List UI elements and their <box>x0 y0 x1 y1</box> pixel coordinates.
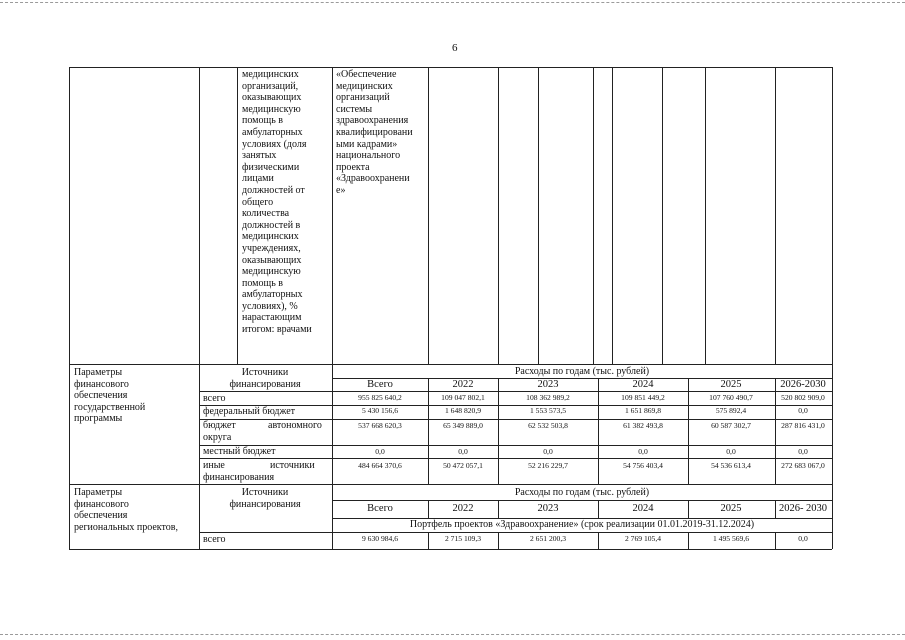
column-header: Всего <box>367 503 393 514</box>
row-source-part: округа <box>203 432 232 443</box>
cell-value: 272 683 067,0 <box>781 461 825 470</box>
cell-value: 62 532 503,8 <box>528 421 568 430</box>
section2-sources-header: Источники финансирования <box>229 487 301 510</box>
cell-value: 0,0 <box>543 447 553 456</box>
cell-value: 52 216 229,7 <box>528 461 568 470</box>
section2-expenses-header: Расходы по годам (тыс. рублей) <box>514 487 650 498</box>
cell-value: 5 430 156,6 <box>361 406 399 415</box>
column-header: 2024 <box>632 503 654 514</box>
cell-value: 109 851 449,2 <box>621 393 665 402</box>
cell-value: 1 651 869,8 <box>624 406 662 415</box>
cell-value: 287 816 431,0 <box>781 421 825 430</box>
cell-value: 1 553 573,5 <box>529 406 567 415</box>
section1-label: Параметры финансового обеспечения государственной программы <box>74 367 146 425</box>
row-source: всего <box>203 534 226 545</box>
indicator-text: медицинских организаций, оказывающих медицинскую помощь в амбулаторных условиях (доля занятых физическими лицами должностей от общего количества должностей в медицинских учреждениях, оказывающих медицинскую помощь в амбулаторных условиях), % нарастающим итогом: врачами <box>242 69 312 336</box>
cell-value: 1 495 569,6 <box>712 534 750 543</box>
page-top-edge <box>0 2 905 3</box>
row-source-part: иные <box>203 460 225 471</box>
column-header: 2025 <box>720 379 742 390</box>
row-source: федеральный бюджет <box>203 406 296 417</box>
cell-value: 520 802 909,0 <box>781 393 825 402</box>
cell-value: 108 362 989,2 <box>526 393 570 402</box>
column-header: 2022 <box>452 503 474 514</box>
cell-value: 9 630 984,6 <box>361 534 399 543</box>
row-source-part: источники <box>270 460 315 471</box>
row-source: местный бюджет <box>203 446 276 457</box>
cell-value: 54 536 613,4 <box>711 461 751 470</box>
cell-value: 109 047 802,1 <box>441 393 485 402</box>
row-source-part: финансирования <box>203 472 275 483</box>
cell-value: 2 769 105,4 <box>624 534 662 543</box>
column-header: 2024 <box>632 379 654 390</box>
column-header: 2025 <box>720 503 742 514</box>
cell-value: 65 349 889,0 <box>443 421 483 430</box>
project-text: «Обеспечение медицинских организаций системы здравоохранения квалифицировани ыми кадрами» национального проекта «Здравоохранени е» <box>336 69 413 196</box>
page-bottom-edge <box>0 634 905 635</box>
column-header: 2023 <box>537 379 559 390</box>
column-header: 2022 <box>452 379 474 390</box>
cell-value: 61 382 493,8 <box>623 421 663 430</box>
cell-value: 50 472 057,1 <box>443 461 483 470</box>
cell-value: 0,0 <box>458 447 468 456</box>
cell-value: 537 668 620,3 <box>358 421 402 430</box>
column-header: 2026-2030 <box>780 379 826 390</box>
section1-sources-header: Источники финансирования <box>229 367 301 390</box>
cell-value: 54 756 403,4 <box>623 461 663 470</box>
cell-value: 0,0 <box>798 406 808 415</box>
cell-value: 60 587 302,7 <box>711 421 751 430</box>
portfolio-title: Портфель проектов «Здравоохранение» (срок реализации 01.01.2019-31.12.2024) <box>409 519 755 530</box>
cell-value: 0,0 <box>375 447 385 456</box>
section2-label: Параметры финансового обеспечения региональных проектов, <box>74 487 178 533</box>
column-header: Всего <box>367 379 393 390</box>
cell-value: 2 651 200,3 <box>529 534 567 543</box>
row-source: всего <box>203 393 226 404</box>
cell-value: 0,0 <box>798 534 808 543</box>
cell-value: 0,0 <box>798 447 808 456</box>
cell-value: 484 664 370,6 <box>358 461 402 470</box>
section1-expenses-header: Расходы по годам (тыс. рублей) <box>514 366 650 377</box>
cell-value: 0,0 <box>638 447 648 456</box>
cell-value: 0,0 <box>726 447 736 456</box>
row-source-part: бюджет <box>203 420 236 431</box>
column-header: 2023 <box>537 503 559 514</box>
cell-value: 2 715 109,3 <box>444 534 482 543</box>
cell-value: 107 760 490,7 <box>709 393 753 402</box>
cell-value: 955 825 640,2 <box>358 393 402 402</box>
cell-value: 1 648 820,9 <box>444 406 482 415</box>
row-source-part: автономного <box>268 420 322 431</box>
cell-value: 575 892,4 <box>715 406 747 415</box>
column-header: 2026- 2030 <box>778 503 828 514</box>
page-number: 6 <box>452 42 458 54</box>
